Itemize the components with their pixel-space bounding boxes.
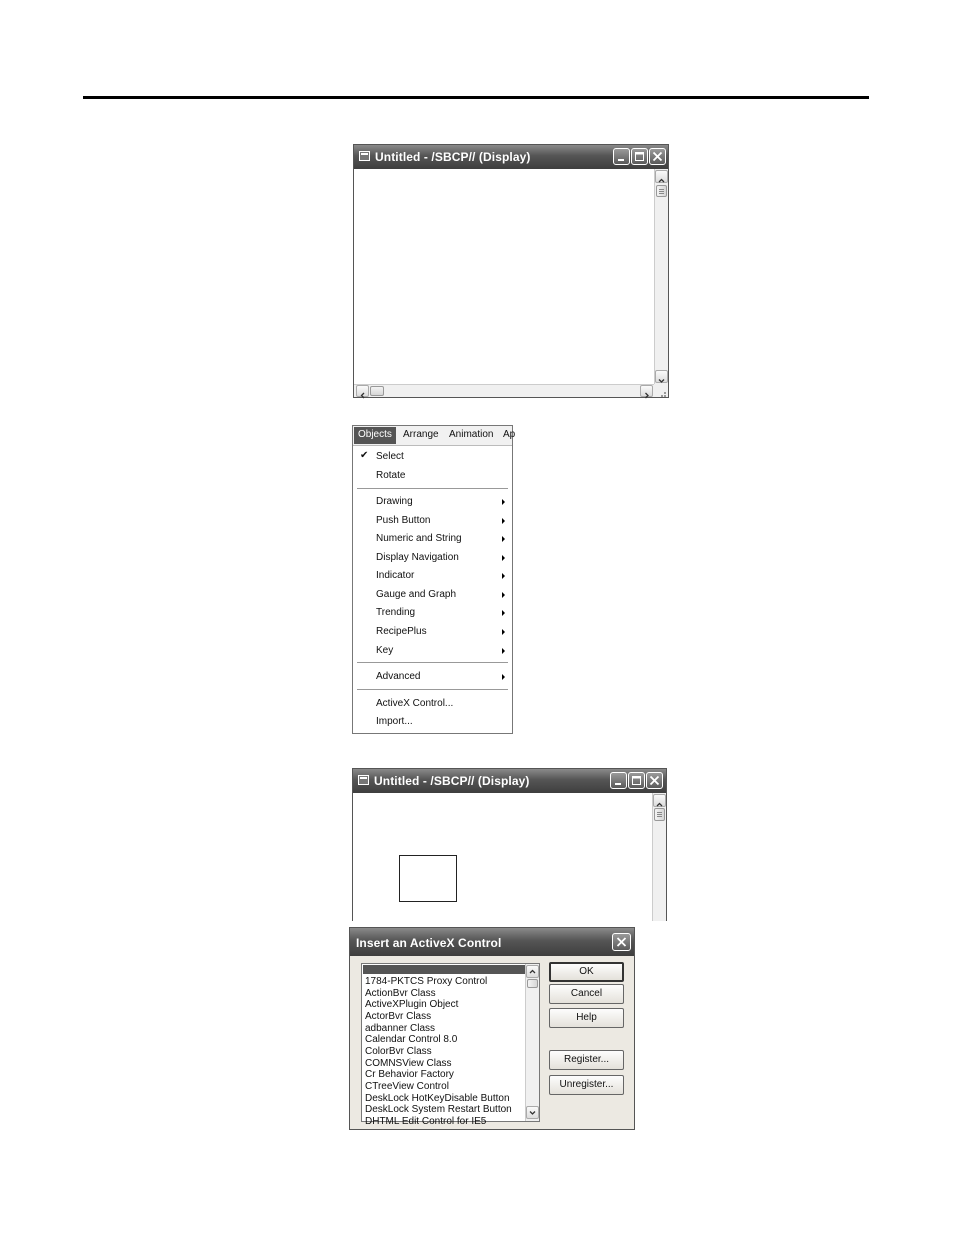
menubar-objects[interactable] <box>354 427 396 444</box>
list-item[interactable]: DeskLock HotKeyDisable Button <box>365 1093 510 1104</box>
chevron-left-icon <box>357 390 368 401</box>
title-bar[interactable] <box>353 769 666 793</box>
menu-item-activex-control[interactable]: ActiveX Control... <box>376 698 454 709</box>
close-icon <box>613 934 630 950</box>
horizontal-scrollbar[interactable] <box>354 384 655 397</box>
menu-item-recipeplus[interactable]: RecipePlus <box>376 626 427 637</box>
submenu-arrow-icon <box>502 518 505 524</box>
scroll-up-button[interactable] <box>653 794 666 807</box>
minimize-icon <box>611 773 626 788</box>
insert-activex-dialog <box>349 927 635 1130</box>
submenu-arrow-icon <box>502 629 505 635</box>
list-item[interactable]: 1784-PKTCS Proxy Control <box>365 976 488 987</box>
list-scroll-up-button[interactable] <box>526 965 539 978</box>
display-window[interactable] <box>353 144 669 398</box>
close-icon <box>647 773 662 788</box>
scroll-left-button[interactable] <box>356 385 369 397</box>
list-item[interactable]: DeskLock System Restart Button <box>365 1104 512 1115</box>
menu-separator <box>357 689 508 691</box>
maximize-button[interactable] <box>628 772 645 789</box>
cancel-button[interactable]: Cancel <box>549 984 624 1004</box>
submenu-arrow-icon <box>502 648 505 654</box>
selected-list-item[interactable] <box>363 965 526 974</box>
submenu-arrow-icon <box>502 499 505 505</box>
placed-object-outline[interactable] <box>399 855 457 902</box>
objects-menu <box>352 425 516 734</box>
chevron-up-icon <box>527 966 538 977</box>
list-scrollbar[interactable] <box>525 964 539 1121</box>
menu-item-push-button[interactable]: Push Button <box>376 515 431 526</box>
menu-item-key[interactable]: Key <box>376 645 394 656</box>
checkmark-icon: ✔ <box>360 450 369 461</box>
submenu-arrow-icon <box>502 610 505 616</box>
list-item[interactable]: Calendar Control 8.0 <box>365 1034 458 1045</box>
menu-item-indicator[interactable]: Indicator <box>376 570 415 581</box>
menu-item-import[interactable]: Import... <box>376 716 413 727</box>
vertical-scrollbar[interactable] <box>654 169 668 385</box>
list-scroll-thumb[interactable] <box>527 979 538 988</box>
submenu-arrow-icon <box>502 536 505 542</box>
list-item[interactable]: adbanner Class <box>365 1023 436 1034</box>
unregister-button[interactable]: Unregister... <box>549 1075 624 1095</box>
scroll-up-button[interactable] <box>655 170 668 183</box>
menubar-objects-label: Objects <box>358 429 392 440</box>
maximize-icon <box>632 149 647 164</box>
menu-item-numeric-and-string[interactable]: Numeric and String <box>376 533 462 544</box>
list-item[interactable]: ColorBvr Class <box>365 1046 432 1057</box>
dialog-close-button[interactable] <box>612 933 631 951</box>
list-item[interactable]: DHTML Edit Control for IE5 <box>365 1116 487 1127</box>
minimize-button[interactable] <box>610 772 627 789</box>
menu-bar <box>353 426 516 446</box>
scroll-thumb[interactable] <box>654 808 665 821</box>
menubar-application[interactable]: Ap <box>503 429 516 440</box>
menu-item-advanced[interactable]: Advanced <box>376 671 421 682</box>
display-window-with-placement[interactable] <box>352 768 667 921</box>
maximize-icon <box>629 773 644 788</box>
menu-item-gauge-and-graph[interactable]: Gauge and Graph <box>376 589 457 600</box>
scroll-right-button[interactable] <box>640 385 653 397</box>
maximize-button[interactable] <box>631 148 648 165</box>
menu-item-drawing[interactable]: Drawing <box>376 496 413 507</box>
list-item[interactable]: Cr Behavior Factory <box>365 1069 454 1080</box>
submenu-arrow-icon <box>502 674 505 680</box>
close-button[interactable] <box>646 772 663 789</box>
scroll-down-button[interactable] <box>655 370 668 383</box>
help-button[interactable]: Help <box>549 1008 624 1028</box>
dialog-title-bar[interactable] <box>350 928 634 956</box>
submenu-arrow-icon <box>502 592 505 598</box>
minimize-icon <box>614 149 629 164</box>
menubar-animation[interactable]: Animation <box>449 429 494 440</box>
list-item[interactable]: CTreeView Control <box>365 1081 449 1092</box>
dialog-title: Insert an ActiveX Control <box>356 936 502 950</box>
ok-button[interactable]: OK <box>549 962 624 982</box>
list-item[interactable]: ActionBvr Class <box>365 988 436 999</box>
title-bar[interactable] <box>354 145 668 169</box>
submenu-arrow-icon <box>502 555 505 561</box>
close-button[interactable] <box>649 148 666 165</box>
horizontal-scroll-thumb[interactable] <box>370 386 384 396</box>
minimize-button[interactable] <box>613 148 630 165</box>
resize-grip-icon <box>654 386 668 399</box>
page-header-rule <box>83 96 869 99</box>
list-scroll-down-button[interactable] <box>526 1106 539 1119</box>
close-icon <box>650 149 665 164</box>
window-title: Untitled - /SBCP// (Display) <box>374 774 530 788</box>
menu-item-trending[interactable]: Trending <box>376 607 416 618</box>
chevron-right-icon <box>641 390 652 401</box>
activex-control-list[interactable] <box>361 963 540 1127</box>
register-button[interactable]: Register... <box>549 1050 624 1070</box>
resize-grip[interactable] <box>654 384 668 397</box>
list-item[interactable]: COMNSView Class <box>365 1058 452 1069</box>
scroll-thumb[interactable] <box>656 185 667 197</box>
menu-separator <box>357 488 508 490</box>
chevron-down-icon <box>527 1107 538 1118</box>
menu-item-rotate[interactable]: Rotate <box>376 470 406 481</box>
window-title: Untitled - /SBCP// (Display) <box>375 150 531 164</box>
display-app-icon[interactable] <box>359 151 370 161</box>
submenu-arrow-icon <box>502 573 505 579</box>
list-item[interactable]: ActorBvr Class <box>365 1011 432 1022</box>
vertical-scrollbar[interactable] <box>652 793 666 921</box>
list-item[interactable]: ActiveXPlugin Object <box>365 999 459 1010</box>
menu-separator <box>357 662 508 664</box>
menu-item-display-navigation[interactable]: Display Navigation <box>376 552 459 563</box>
display-app-icon[interactable] <box>358 775 369 785</box>
menubar-arrange[interactable]: Arrange <box>403 429 439 440</box>
menu-item-select[interactable]: Select <box>376 451 404 462</box>
